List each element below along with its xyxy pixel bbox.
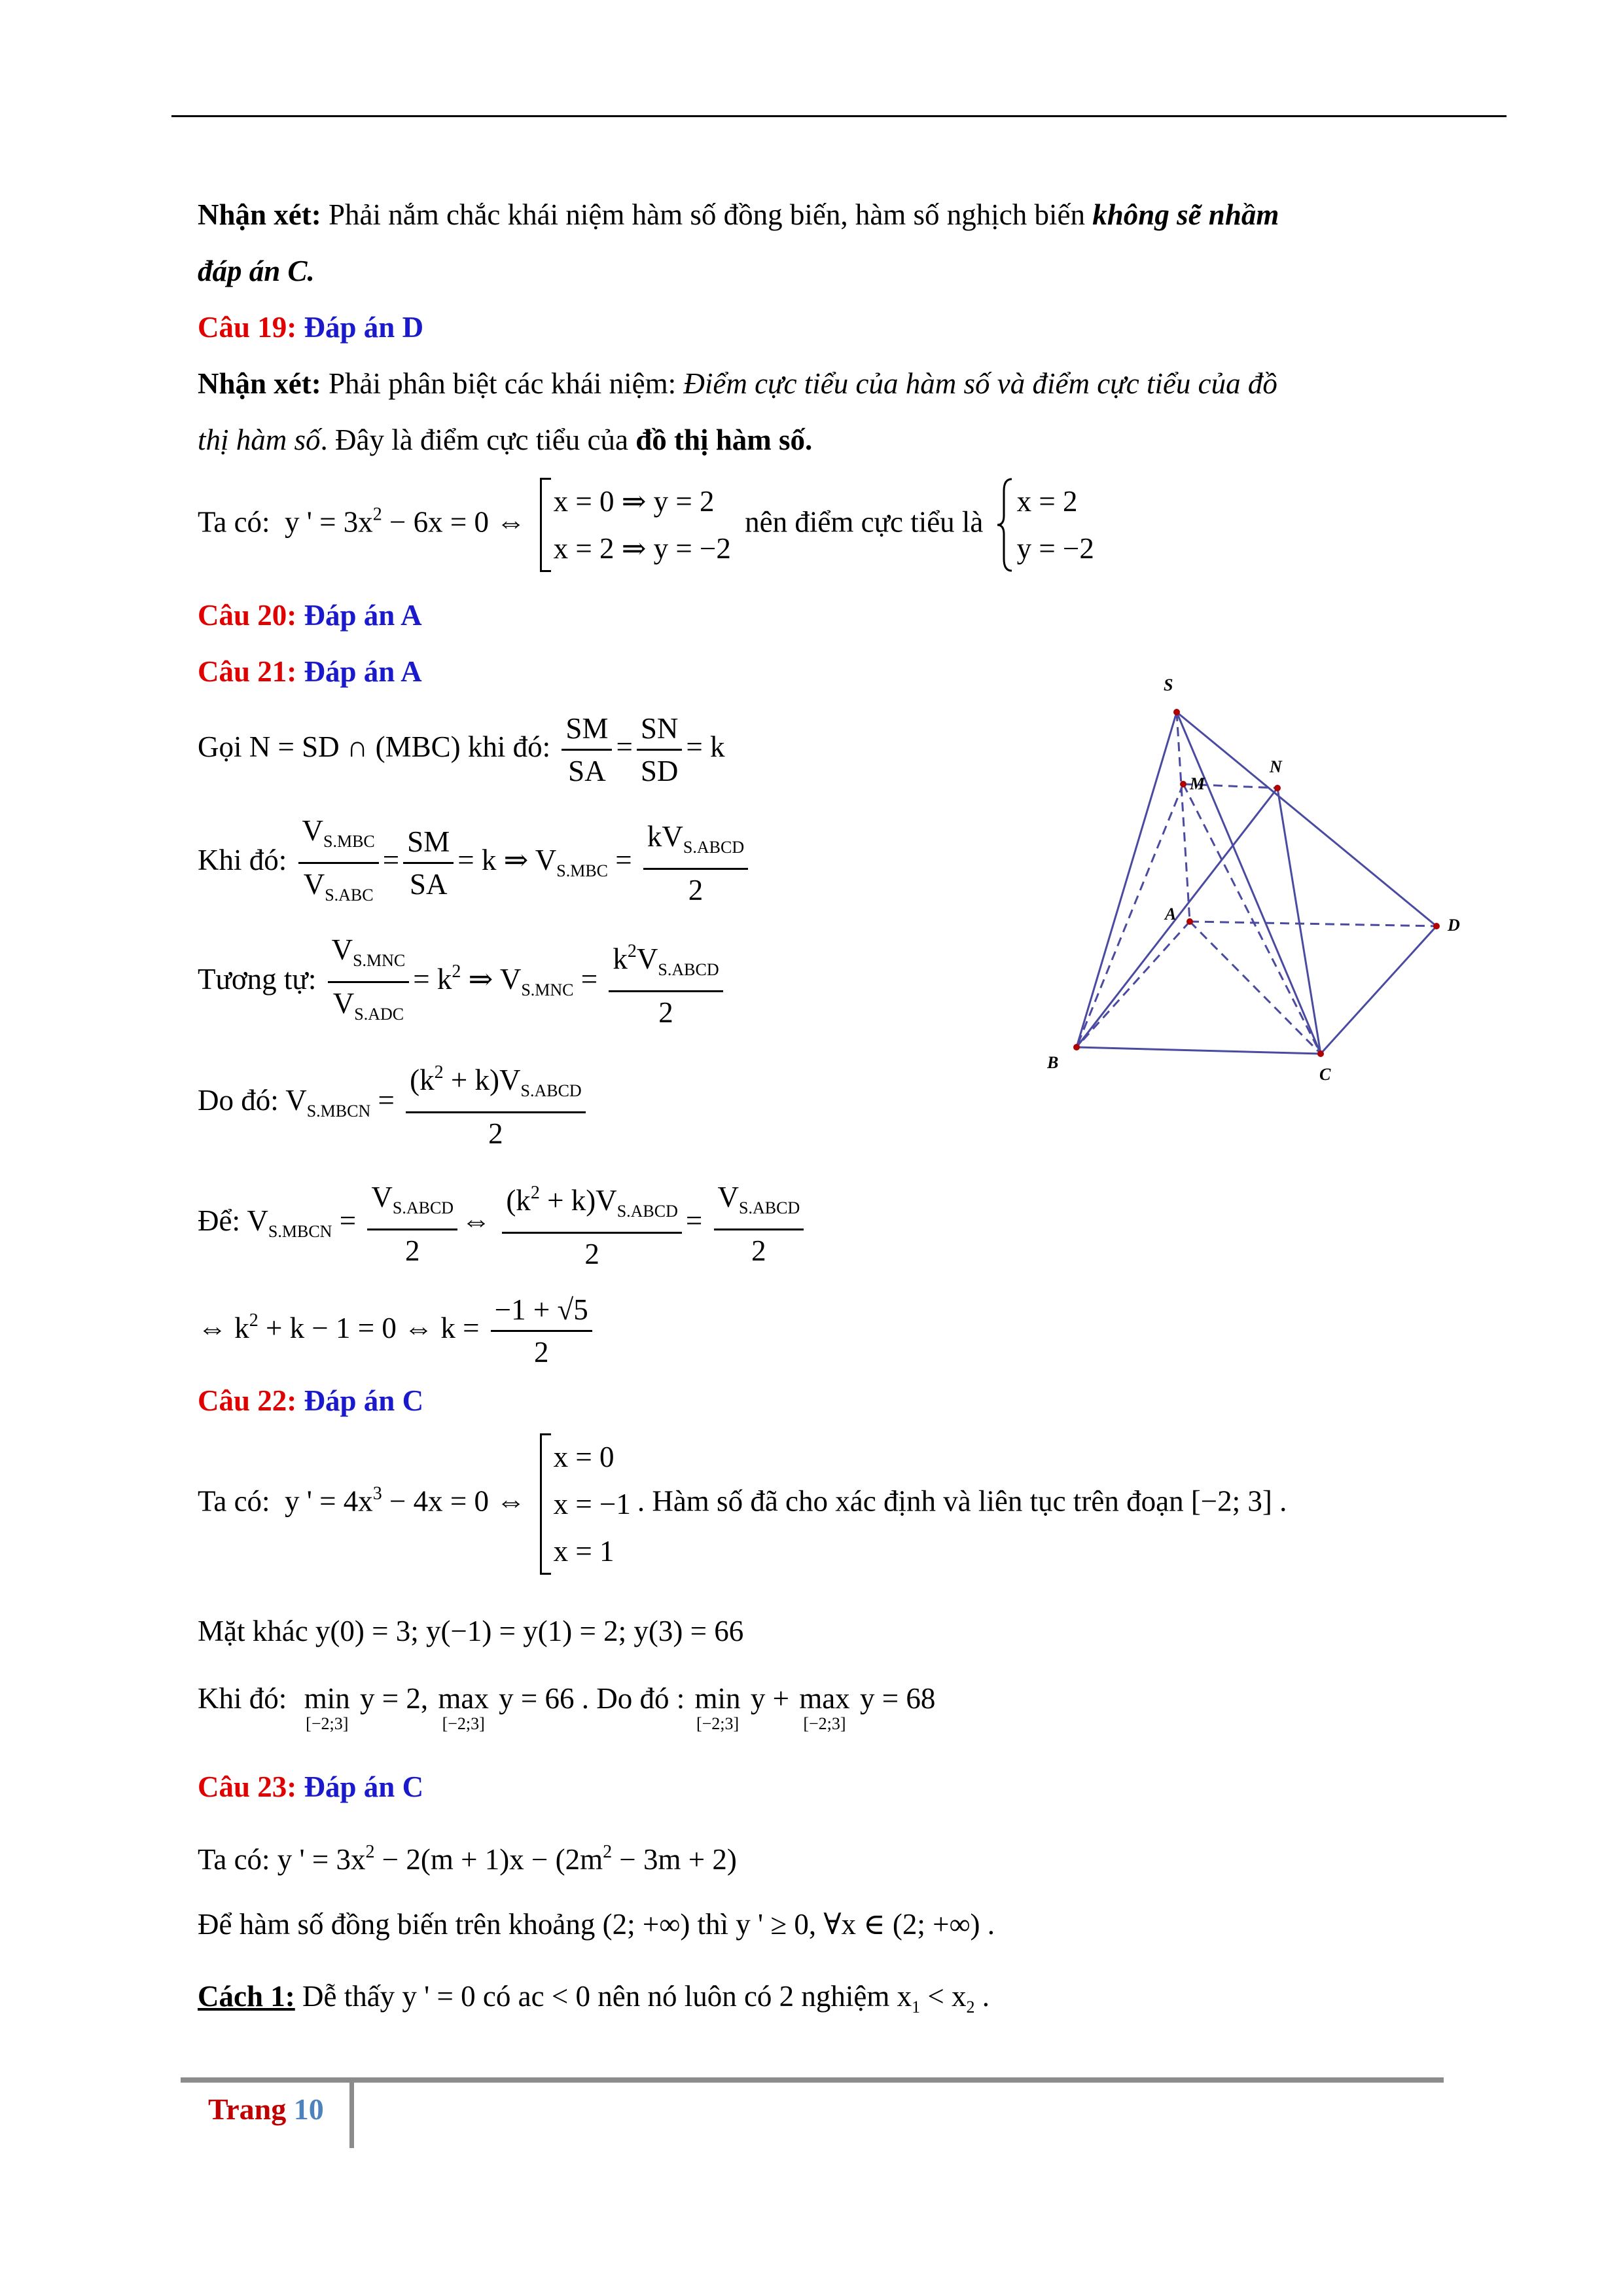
max-text: max: [438, 1682, 489, 1715]
min-op-2: [695, 1682, 741, 1733]
nhanxet-2-line1: [198, 364, 1277, 403]
cau-19-answer: Đáp án D: [304, 311, 424, 344]
cau-23-heading: [198, 1767, 423, 1806]
label-m: M: [1190, 774, 1205, 793]
k-paren: (k: [410, 1064, 435, 1096]
cau-21-label: Câu 21:: [198, 655, 304, 688]
label-n: N: [1270, 757, 1282, 776]
c19-case2: x = 2 ⇒ y = −2: [553, 532, 731, 565]
sub-1: 1: [912, 1998, 921, 2017]
frac-den: 2: [488, 1117, 503, 1150]
sup-2: 2: [434, 1062, 444, 1083]
frac-sm-sa-2: [403, 821, 454, 905]
nhanxet-2-bold: đồ thị hàm số.: [635, 423, 813, 456]
c22-case3: x = 1: [553, 1535, 615, 1568]
c23-cach-line: [198, 1977, 990, 2027]
kv-symbol: kV: [647, 819, 683, 853]
sup-2: 2: [603, 1842, 613, 1862]
nhanxet-2-text: Phải phân biệt các khái niệm:: [321, 367, 684, 400]
c21-dodo-label: Do đó:: [198, 1083, 279, 1117]
frac-den: SA: [568, 755, 606, 787]
cau-19-equation: [198, 478, 1099, 572]
label-c: C: [1319, 1065, 1331, 1084]
v-symbol: V: [331, 933, 353, 966]
sup-3: 3: [372, 1483, 382, 1504]
frac-den: SA: [409, 868, 448, 901]
frac-num: [367, 1177, 457, 1230]
c22-mat-text: Mặt khác y(0) = 3; y(−1) = y(1) = 2; y(3) = 66: [198, 1615, 744, 1647]
cau-20-label: Câu 20:: [198, 599, 304, 632]
c19-case-bracket: [540, 478, 731, 572]
v-symbol: V: [303, 868, 325, 901]
c21-khido-label: Khi đó:: [198, 843, 287, 876]
frac-num: SM: [403, 821, 454, 864]
sub-smnc: S.MNC: [521, 980, 574, 999]
sub-sabcd: S.ABCD: [520, 1081, 582, 1100]
c22-eq-part1: y ' = 4x: [285, 1484, 373, 1518]
c19-eq-part1: y ' = 3x: [285, 505, 373, 539]
c21-goi-text: Gọi N = SD ∩ (MBC) khi đó:: [198, 730, 551, 763]
eq-k: = k: [686, 730, 725, 763]
frac-num: SN: [637, 708, 683, 751]
c23-eq-part1: Ta có: y ' = 3x: [198, 1843, 366, 1876]
c22-case2: x = −1: [553, 1488, 631, 1520]
frac-den: [328, 983, 410, 1035]
nhanxet-2-rest: . Đây là điểm cực tiểu của: [320, 423, 636, 456]
v-symbol: V: [285, 1083, 307, 1117]
ta-co-label: Ta có:: [198, 1484, 270, 1518]
sub-smnc: S.MNC: [353, 951, 406, 970]
k-rest: + k)V: [443, 1064, 521, 1096]
frac-golden: [491, 1289, 592, 1372]
c21-final-part1: ⇔ k: [198, 1311, 249, 1344]
implies-v: ⇒ V: [468, 962, 522, 996]
c21-final-part2: + k − 1 = 0 ⇔ k =: [258, 1311, 480, 1344]
min-op: [304, 1682, 350, 1733]
v-symbol: V: [717, 1180, 740, 1213]
sub-sabcd: S.ABCD: [739, 1198, 800, 1217]
c19-res2: y = −2: [1016, 532, 1094, 565]
v-symbol: V: [636, 942, 658, 975]
c21-de-label: Để:: [198, 1204, 240, 1237]
sub-smbc: S.MBC: [323, 832, 375, 851]
cau-21-answer: Đáp án A: [304, 655, 422, 688]
nhanxet-1-emph2: đáp án C.: [198, 255, 315, 287]
c23-cach-mid: < x: [920, 1980, 967, 2013]
c22-khido-label: Khi đó:: [198, 1682, 287, 1715]
max-text: max: [799, 1682, 850, 1715]
frac-num: [328, 929, 410, 983]
frac-vabcd-2b: [714, 1177, 804, 1271]
cau-21-heading: [198, 652, 422, 691]
header-rule: [171, 115, 1507, 117]
frac-sm-sa: [562, 708, 612, 791]
nhanxet-1-line2: [198, 251, 315, 291]
c22-rest: . Hàm số đã cho xác định và liên tục trên đoạn [−2; 3] .: [637, 1484, 1287, 1518]
frac-den: [298, 864, 379, 916]
c22-r2: y = 66 . Do đó :: [491, 1682, 685, 1715]
cau-20-answer: Đáp án A: [304, 599, 422, 632]
footer-rule: [181, 2077, 1444, 2083]
c19-case1: x = 0 ⇒ y = 2: [553, 485, 715, 518]
sup-2: 2: [249, 1310, 259, 1331]
label-d: D: [1448, 916, 1460, 935]
v-symbol: V: [371, 1180, 393, 1213]
c23-de-line: [198, 1905, 995, 1944]
frac-num: [714, 1177, 804, 1230]
sub-smbcn: S.MBCN: [268, 1221, 332, 1241]
c22-minmax-line: [198, 1682, 935, 1733]
c19-result-brace: [996, 478, 1094, 572]
sub-smbcn: S.MBCN: [306, 1101, 371, 1121]
k-paren: (k: [506, 1184, 531, 1217]
frac-vmnc-vadc: [328, 929, 410, 1035]
max-op: [438, 1682, 488, 1733]
c19-sup: 2: [372, 504, 382, 525]
frac-num: [298, 810, 379, 864]
c23-de-text: Để hàm số đồng biến trên khoảng (2; +∞) thì y ' ≥ 0, ∀x ∈ (2; +∞) .: [198, 1908, 995, 1941]
nhanxet-1-line1: [198, 195, 1279, 234]
page-number: 10: [293, 2092, 324, 2126]
v-symbol: V: [332, 987, 355, 1020]
label-s: S: [1164, 675, 1173, 694]
frac-num: −1 + √5: [491, 1289, 592, 1332]
cau-22-answer: Đáp án C: [304, 1384, 424, 1417]
sub-sadc: S.ADC: [354, 1005, 404, 1024]
frac-num: [643, 816, 748, 870]
max-sub: [−2;3]: [803, 1714, 846, 1733]
c21-tuongtu-line: [198, 929, 727, 1035]
c22-case-bracket: [540, 1433, 631, 1575]
c23-eq-part2: − 2(m + 1)x − (2m: [374, 1843, 603, 1876]
cau-22-label: Câu 22:: [198, 1384, 304, 1417]
brace-icon: [996, 478, 1014, 572]
sub-2: 2: [966, 1998, 975, 2017]
c21-tuongtu-label: Tương tự:: [198, 962, 317, 996]
sub-sabc: S.ABC: [325, 886, 374, 905]
implies-v: ⇒ V: [503, 843, 557, 876]
cau-23-answer: Đáp án C: [304, 1770, 424, 1803]
cau-22-equation: [198, 1433, 1287, 1575]
frac-k2k-v-2b: [502, 1173, 682, 1274]
cau-23-label: Câu 23:: [198, 1770, 304, 1803]
iff-sign: ⇔: [461, 1204, 491, 1237]
frac-num: [502, 1173, 682, 1234]
frac-den: 2: [584, 1238, 599, 1270]
cau-19-label: Câu 19:: [198, 311, 304, 344]
eq-sign: =: [378, 1083, 395, 1117]
min-text: min: [694, 1682, 741, 1715]
cau-20-heading: [198, 596, 422, 635]
pyramid-figure: [1047, 674, 1518, 1119]
sub-sabcd: S.ABCD: [616, 1202, 678, 1221]
max-op-2: [799, 1682, 849, 1733]
frac-den: 2: [688, 873, 704, 906]
c21-khido-line: [198, 810, 752, 916]
frac-k2k-v-2: [406, 1052, 586, 1154]
c23-cach-text: Dễ thấy y ' = 0 có ac < 0 nên nó luôn có 2 nghiệm x: [294, 1980, 912, 2013]
nhanxet-2-italic: Điểm cực tiểu của hàm số và điểm cực tiểu của đồ: [683, 367, 1277, 400]
frac-vmbc-vabc: [298, 810, 379, 916]
min-sub: [−2;3]: [696, 1714, 740, 1733]
max-sub: [−2;3]: [442, 1714, 485, 1733]
footer-divider: [349, 2081, 354, 2148]
frac-den: SD: [640, 755, 679, 787]
frac-num: SM: [562, 708, 612, 751]
footer-label: Trang: [208, 2092, 287, 2126]
nhanxet-2-italic2: thị hàm số: [198, 423, 321, 456]
eq-sign: =: [616, 730, 633, 763]
sup-2: 2: [530, 1183, 540, 1203]
c22-r4: y = 68: [852, 1682, 936, 1715]
ta-co-label: Ta có:: [198, 505, 270, 539]
c21-dodo-line: [198, 1052, 590, 1154]
cau-22-heading: [198, 1381, 423, 1420]
eq-sign: =: [382, 843, 400, 876]
eq-sign: =: [580, 962, 598, 996]
c22-eq-part2: − 4x = 0 ⇔: [382, 1484, 526, 1518]
frac-kv-2: [643, 816, 748, 910]
eq-k-sq: = k: [413, 962, 452, 996]
frac-den: 2: [404, 1234, 420, 1267]
min-text: min: [304, 1682, 350, 1715]
c21-de-line: [198, 1173, 808, 1274]
frac-k2v-2: [609, 931, 722, 1033]
sub-smbc: S.MBC: [556, 861, 609, 880]
eq-sign: =: [615, 843, 632, 876]
c21-final-line: [198, 1289, 596, 1372]
c23-cach-label: Cách 1:: [198, 1980, 295, 2013]
eq-k: = k: [457, 843, 497, 876]
c21-goi-line: [198, 708, 725, 791]
c23-eq-line: [198, 1833, 737, 1879]
k-symbol: k: [613, 942, 628, 975]
page-footer: [208, 2092, 324, 2126]
sup-2: 2: [365, 1842, 375, 1862]
cau-19-heading: [198, 308, 423, 347]
eq-sign: =: [685, 1204, 703, 1237]
c19-res1: x = 2: [1016, 485, 1078, 518]
nhanxet-1-text: Phải nắm chắc khái niệm hàm số đồng biến, hàm số nghịch biến: [321, 198, 1093, 231]
c19-mid-text: nên điểm cực tiểu là: [745, 505, 984, 539]
sup-2: 2: [452, 961, 461, 982]
nhanxet-2-line2: [198, 420, 812, 459]
eq-sign: =: [339, 1204, 357, 1237]
nhanxet-1-label: Nhận xét:: [198, 198, 321, 231]
sup-2: 2: [627, 941, 637, 961]
sub-sabcd: S.ABCD: [392, 1198, 454, 1217]
c22-r3: y +: [743, 1682, 789, 1715]
nhanxet-2-label: Nhận xét:: [198, 367, 321, 400]
label-b: B: [1047, 1053, 1059, 1072]
min-sub: [−2;3]: [306, 1714, 349, 1733]
k-rest: + k)V: [539, 1184, 617, 1217]
label-a: A: [1165, 905, 1177, 924]
v-symbol: V: [302, 814, 324, 847]
frac-den: 2: [751, 1234, 766, 1267]
frac-den: 2: [658, 996, 673, 1029]
frac-den: 2: [534, 1336, 549, 1369]
frac-vabcd-2: [367, 1177, 457, 1271]
c23-cach-end: .: [974, 1980, 990, 2013]
sub-sabcd: S.ABCD: [658, 960, 719, 979]
frac-num: [406, 1052, 586, 1113]
c22-mat-line: [198, 1611, 743, 1651]
c23-eq-part3: − 3m + 2): [612, 1843, 737, 1876]
frac-sn-sd: [637, 708, 683, 791]
c19-eq-part2: − 6x = 0 ⇔: [382, 505, 526, 539]
frac-num: [609, 931, 722, 992]
c22-case1: x = 0: [553, 1441, 615, 1473]
v-symbol: V: [247, 1204, 268, 1237]
sub-sabcd: S.ABCD: [683, 837, 745, 857]
nhanxet-1-emph: không sẽ nhầm: [1092, 198, 1279, 231]
c22-r1: y = 2,: [352, 1682, 429, 1715]
